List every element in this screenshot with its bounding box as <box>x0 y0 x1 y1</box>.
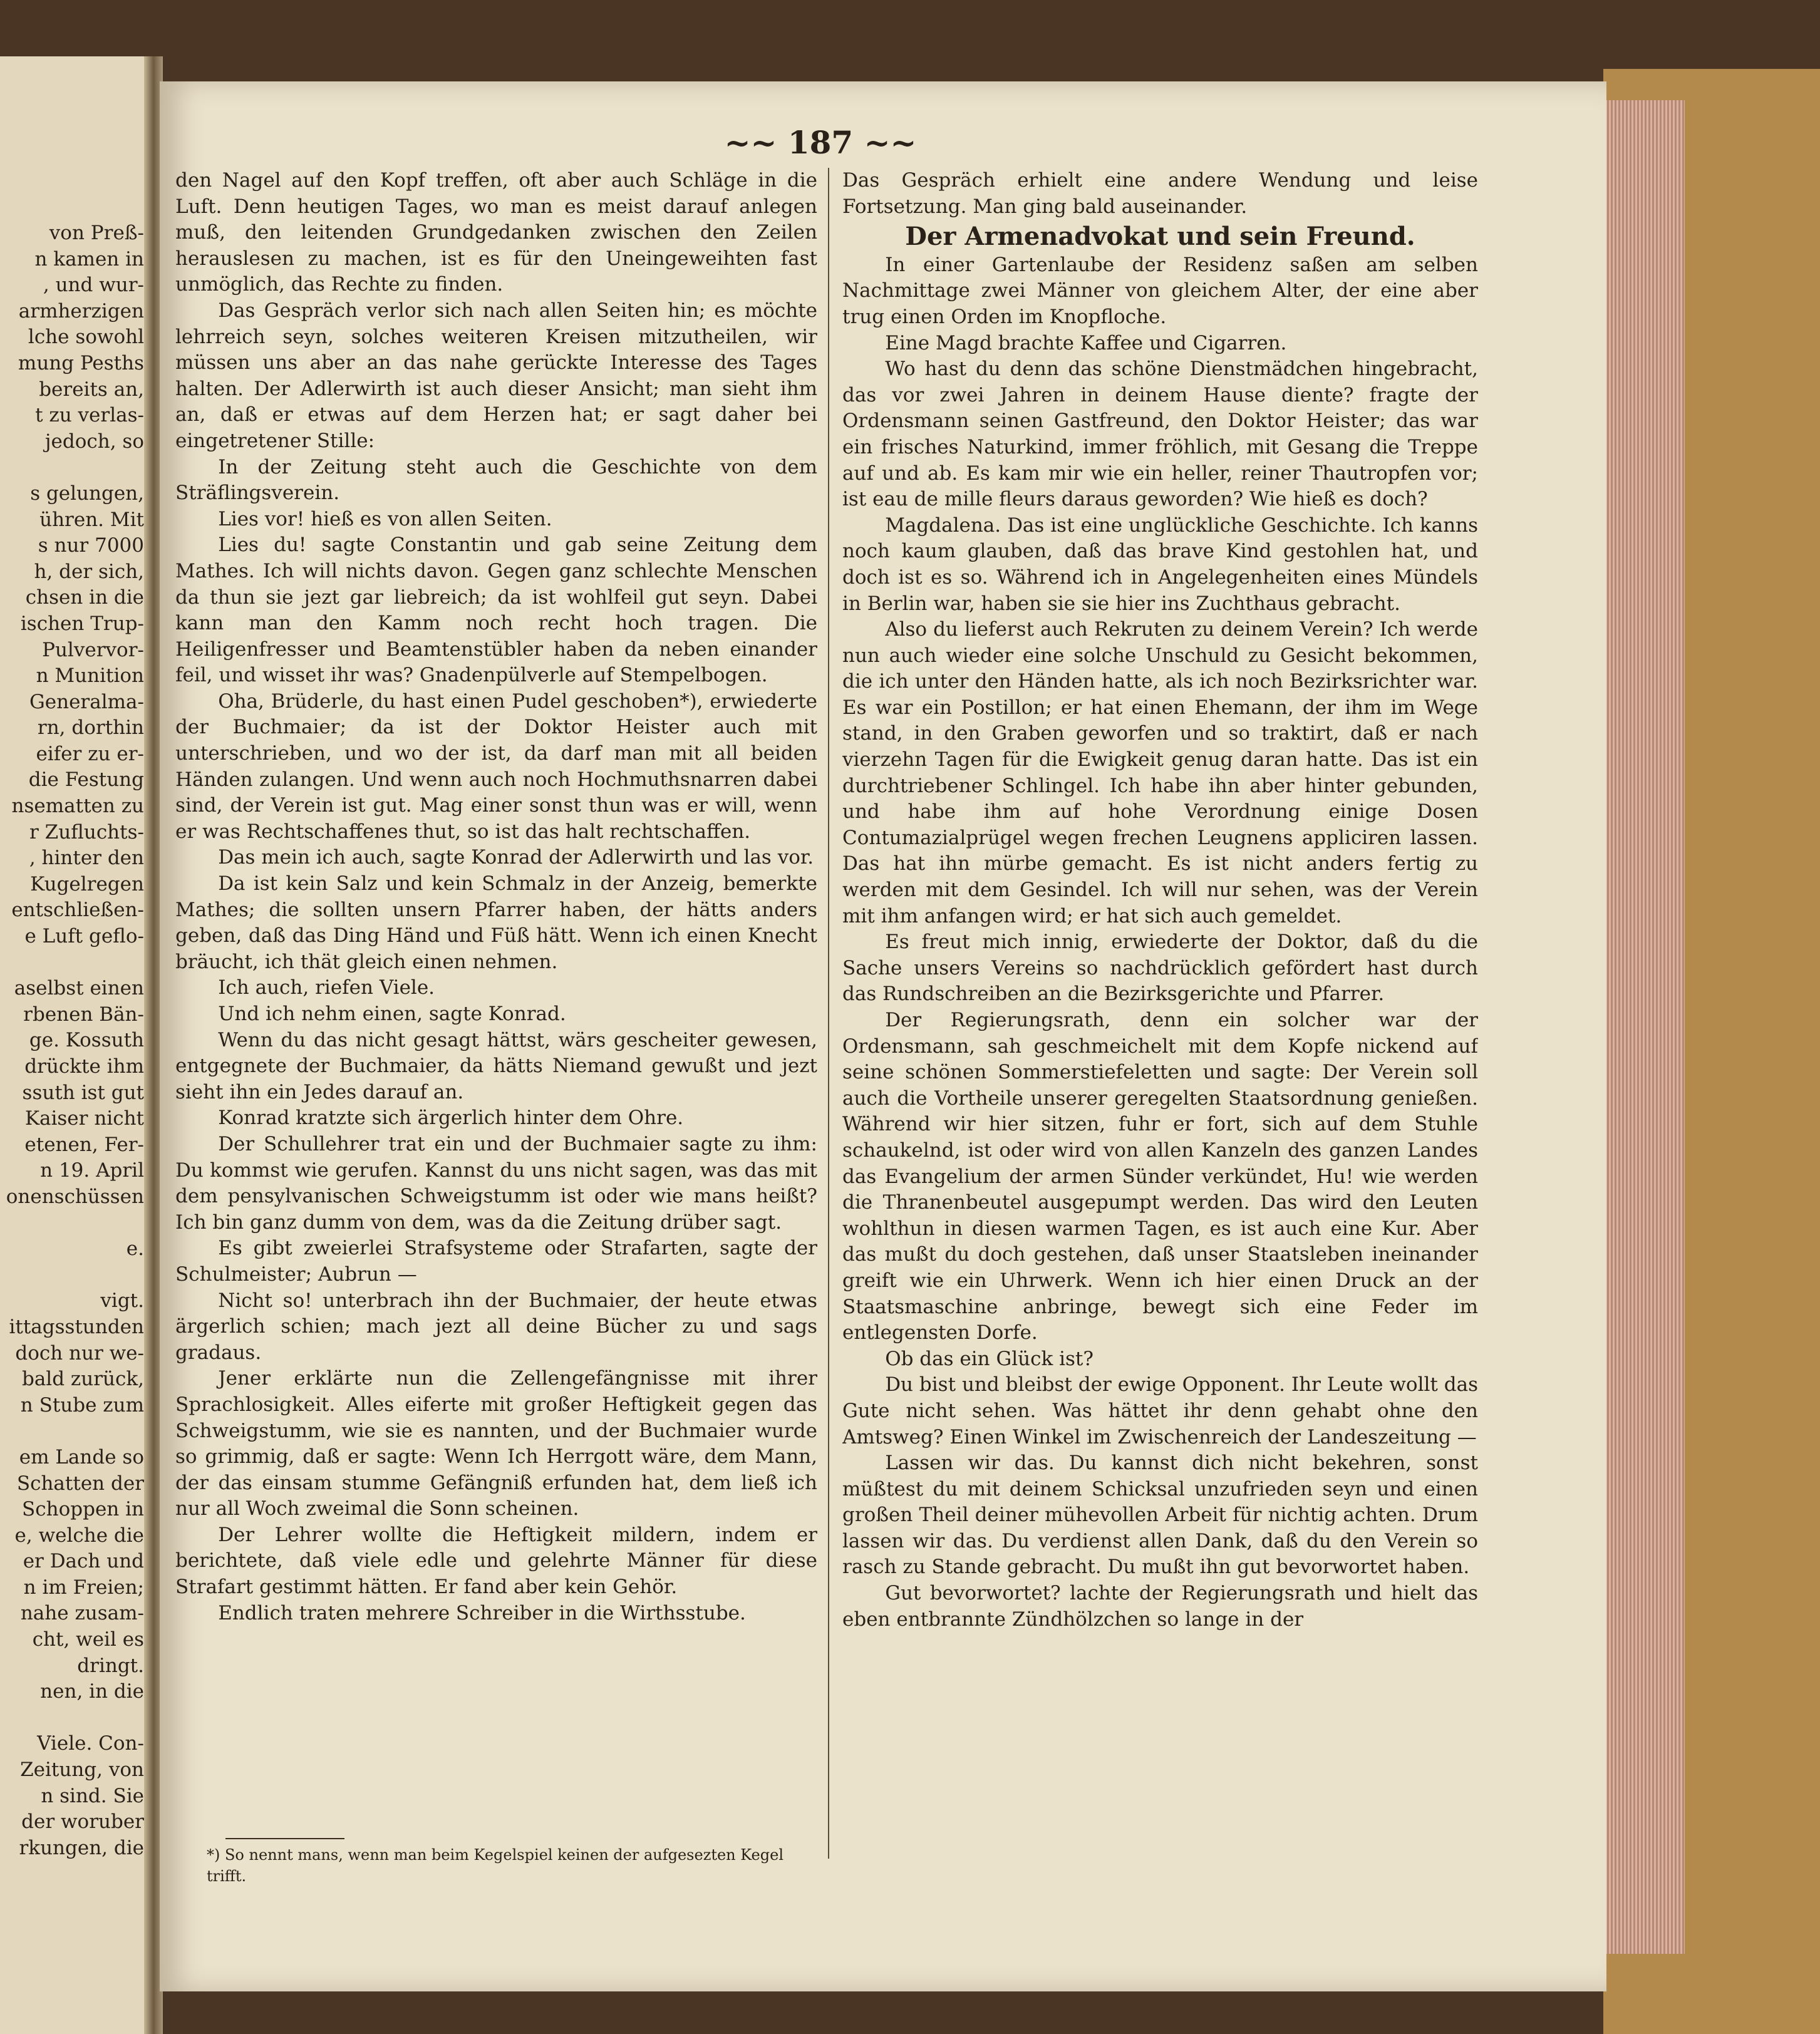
text-column-right <box>842 168 1478 1859</box>
left-page-line: Schoppen in <box>22 1498 144 1521</box>
left-page-line: n Munition <box>36 664 144 688</box>
footnote: *) So nennt mans, wenn man beim Kegelspiel keinen der aufgesezten Kegel trifft. <box>207 1846 783 1885</box>
paragraph: In der Zeitung steht auch die Geschichte von dem Sträflingsverein. <box>175 455 817 505</box>
left-page-line: e Luft geflo- <box>24 925 144 948</box>
left-page-line: onenschüssen <box>6 1185 144 1208</box>
left-page-line: rn, dorthin <box>37 716 144 740</box>
column-divider <box>828 168 829 1859</box>
section-body <box>842 252 1478 1633</box>
left-page-line <box>0 950 144 976</box>
left-page-line: der woruber <box>21 1810 144 1834</box>
paragraph: Endlich traten mehrere Schreiber in die Wirthsstube. <box>218 1601 746 1624</box>
left-page-line: entschließen- <box>11 899 144 922</box>
paragraph: Es gibt zweierlei Strafsysteme oder Strafarten, sagte der Schulmeister; Aubrun — <box>175 1237 817 1286</box>
left-page-line: lche sowohl <box>28 326 144 349</box>
left-page-line: bald zurück, <box>21 1368 144 1391</box>
paragraph: Gut bevorwortet? lachte der Regierungsrath und hielt das eben entbrannte Zündhölzchen so lange in der <box>842 1582 1478 1631</box>
paragraph: Das mein ich auch, sagte Konrad der Adlerwirth und las vor. <box>218 846 814 869</box>
left-page <box>0 56 157 2034</box>
paragraph: Und ich nehm einen, sagte Konrad. <box>218 1003 566 1025</box>
left-page-line: nahe zusam- <box>20 1602 144 1625</box>
paragraph: Nicht so! unterbrach ihn der Buchmaier, der heute etwas ärgerlich schien; mach jezt all deine Bücher zu und sags gradaus. <box>175 1289 817 1364</box>
header-ornament-left: ~~ <box>724 124 788 161</box>
left-page-line: rbenen Bän- <box>23 1003 144 1026</box>
left-page-line: Zeitung, von <box>20 1758 144 1782</box>
left-page-line: Kugelregen <box>30 872 144 896</box>
paragraph: Der Regierungsrath, denn ein solcher war der Ordensmann, sah geschmeichelt mit dem Kopfe nickend auf seine schönen Sommerstiefeletten und sagte: Der Verein soll auch die Vortheile unserer geregelten Staatsordnung genießen. Während wir hier sitzen, fuhr er fort, sich auf dem Stuhle schaukelnd, ist oder wird von allen Kanzeln des ganzen Landes das Evangelium der armen Sünder verkündet, Hu! wie werden die Thranenbeutel ausgepumpt werden. Das wird den Leuten wohlthun in diesen warmen Tagen, es ist auch eine Kur. Aber das mußt du doch gestehen, daß unser Staatsleben ineinander greift wie ein Uhrwerk. Wenn ich hier einen Druck an der Staatsmaschine anbringe, bewegt sich eine Feder im entlegensten Dorfe. <box>842 1009 1478 1345</box>
left-page-line: n im Freien; <box>23 1576 144 1599</box>
left-page-line: von Preß- <box>49 222 144 244</box>
left-page-line <box>0 1705 144 1732</box>
left-page-line: ittagsstunden <box>9 1315 144 1338</box>
left-page-line: ssuth ist gut <box>22 1081 144 1104</box>
paragraph: Magdalena. Das ist eine unglückliche Geschichte. Ich kanns noch kaum glauben, daß das brave Kind gestohlen hat, und doch ist es so. Während ich in Angelegenheiten eines Mündels in Berlin war, haben sie sie hier ins Zuchthaus gebracht. <box>842 514 1478 615</box>
paragraph: Lies du! sagte Constantin und gab seine Zeitung dem Mathes. Ich will nichts davon. Gegen ganz schlechte Menschen da thun sie jezt gar liebreich; da ist wohlfeil gut seyn. Dabei kann man den Kamm noch recht hoch tragen. Die Heiligenfresser und Beamtenstübler haben da neben einander feil, und wisset ihr was? Gnadenpülverle auf Stempelbogen. <box>175 534 817 687</box>
paragraph: Ich auch, riefen Viele. <box>218 976 435 999</box>
left-page-line <box>0 455 144 481</box>
left-page-line: e, welche die <box>14 1524 144 1547</box>
left-page-line: etenen, Fer- <box>24 1133 144 1156</box>
footnote-rule <box>225 1838 344 1839</box>
left-page-line: n Stube zum <box>20 1393 144 1417</box>
paragraph: Eine Magd brachte Kaffee und Cigarren. <box>885 331 1287 354</box>
left-page-text-fragments <box>0 220 144 2034</box>
left-page-line: die Festung <box>28 768 144 792</box>
left-page-line: Generalma- <box>29 690 144 713</box>
left-page-line: Schatten der <box>16 1472 144 1495</box>
left-page-line: dringt. <box>77 1654 144 1677</box>
header-ornament-right: ~~ <box>853 124 917 161</box>
section-title: Der Armenadvokat und sein Freund. <box>905 222 1415 252</box>
left-page-line: aselbst einen <box>14 977 144 1000</box>
left-page-line: armherzigen <box>18 299 144 323</box>
paragraph: Da ist kein Salz und kein Schmalz in der Anzeig, bemerkte Mathes; die sollten unsern Pfarrer haben, der hätts anders geben, daß das Ding Händ und Füß hätt. Wenn ich einen Knecht bräucht, ich thät gleich einen nehmen. <box>175 872 817 973</box>
paragraph: Der Lehrer wollte die Heftigkeit mildern, indem er berichtete, daß viele edle und gelehrte Männer für diese Strafart gestimmt hätten. Er fand aber kein Gehör. <box>175 1523 817 1599</box>
left-page-line <box>0 1418 144 1445</box>
paragraph: Also du lieferst auch Rekruten zu deinem Verein? Ich werde nun auch wieder eine solche Unschuld zu Gesicht bekommen, die ich unter den Händen hatte, als ich noch Bezirksrichter war. Es war ein Postillon; er hat einen Ehemann, der ihm im Wege stand, in den Graben geworfen und so traktirt, daß er nach vierzehn Tagen für die Ewigkeit genug daran hatte. Das ist ein durchtriebener Schlingel. Ich habe ihn aber hinter gebunden, und habe ihm auf hohe Verordnung einige Dosen Contumazialprügel wegen frechen Leugnens appliciren lassen. Das hat ihn mürbe gemacht. Es ist nicht anders fertig zu werden mit dem Gesindel. Ich will nur sehen, was der Verein mit ihm anfangen wird; er hat sich auch gemeldet. <box>842 618 1478 927</box>
paragraph: Jener erklärte nun die Zellengefängnisse mit ihrer Sprachlosigkeit. Alles eiferte mit großer Heftigkeit gegen das Schweigstumm, wie sie es nannten, und der Buchmaier wurde so grimmig, daß er sagte: Wenn Ich Herrgott wäre, dem Mann, der das einsam stumme Gefängniß erfunden hat, dem ließ ich nur all Woch zweimal die Sonn scheinen. <box>175 1367 817 1520</box>
page-number-header <box>708 124 933 161</box>
left-page-line: rkungen, die <box>19 1836 144 1859</box>
left-page-line: doch nur we- <box>15 1341 144 1365</box>
left-page-line: vigt. <box>100 1289 144 1313</box>
left-page-line: n sind. Sie <box>41 1784 144 1807</box>
left-page-line: h, der sich, <box>34 560 144 583</box>
paragraph: Wenn du das nicht gesagt hättst, wärs gescheiter gewesen, entgegnete der Buchmaier, da hätts Niemand gewußt und jezt sieht ihn ein Jedes darauf an. <box>175 1028 817 1103</box>
left-page-line: chsen in die <box>25 586 144 609</box>
left-page-line: ischen Trup- <box>20 612 144 635</box>
left-page-line: eifer zu er- <box>36 742 144 765</box>
page-stack-edges <box>1603 100 1685 1954</box>
left-page-line: n 19. April <box>40 1159 144 1182</box>
left-page-line <box>0 1211 144 1237</box>
left-page-line: n kamen in <box>34 247 144 271</box>
left-page-line: s nur 7000 <box>38 534 144 557</box>
paragraph: Der Schullehrer trat ein und der Buchmaier sagte zu ihm: Du kommst wie gerufen. Kannst du uns nicht sagen, was das mit dem pensylvanischen Schweigstumm ist oder wie mans heißt? Ich bin ganz dumm von dem, was da die Zeitung drüber sagt. <box>175 1132 817 1234</box>
left-page-line: r Zufluchts- <box>29 820 144 844</box>
paragraph: den Nagel auf den Kopf treffen, oft aber auch Schläge in die Luft. Denn heutigen Tages, wo man es meist darauf anlegen muß, den leitenden Grundgedanken zwischen den Zeilen herauslesen zu machen, ist es für den Uneingeweihten fast unmöglich, das Rechte zu finden. <box>175 169 817 296</box>
left-page-line: er Dach und <box>23 1550 144 1573</box>
left-page-line: t zu verlas- <box>35 404 144 427</box>
left-page-line: cht, weil es <box>32 1628 144 1651</box>
paragraph: Das Gespräch verlor sich nach allen Seiten hin; es möchte lehrreich seyn, solches weiteren Kreisen mitzutheilen, wir müssen uns aber an das nahe gerückte Interesse des Tages halten. Der Adlerwirth ist auch dieser Ansicht; man sieht ihm an, daß er etwas auf dem Herzen hat; er sagt daher bei eingetretener Stille: <box>175 299 817 452</box>
paragraph: Ob das ein Glück ist? <box>885 1347 1094 1370</box>
left-page-line: em Lande so <box>19 1445 144 1469</box>
paragraph: Lassen wir das. Du kannst dich nicht bekehren, sonst müßtest du mit deinem Schicksal unzufrieden seyn und einen großen Theil deiner mühevollen Arbeit für nichtig achten. Drum lassen wir das. Du verdienst allen Dank, daß du den Verein so rasch zu Stande gebracht. Du mußt ihn gut bevorwortet haben. <box>842 1452 1478 1579</box>
left-page-line: Viele. Con- <box>37 1732 144 1755</box>
left-page-line: s gelungen, <box>30 482 144 505</box>
left-page-line: nen, in die <box>40 1680 144 1703</box>
left-page-line: , hinter den <box>29 847 144 870</box>
left-page-line: Kaiser nicht <box>24 1107 144 1130</box>
left-page-line: e. <box>126 1237 144 1261</box>
left-page-line: drückte ihm <box>24 1055 144 1078</box>
left-page-line <box>0 1262 144 1289</box>
paragraph: Oha, Brüderle, du hast einen Pudel geschoben*), erwiederte der Buchmaier; da ist der Doktor Heister auch mit unterschrieben, und wo der ist, da darf man mit all beiden Händen zulangen. Und wenn auch noch Hochmuthsnarren dabei sind, der Verein ist gut. Mag einer sonst thun was er will, wenn er was Rechtschaffenes thut, so ist das halt rechtschaffen. <box>175 689 817 843</box>
page-number: 187 <box>787 124 854 161</box>
paragraph: Du bist und bleibst der ewige Opponent. Ihr Leute wollt das Gute nicht sehen. Was hättet ihr denn gehabt ohne den Amtsweg? Einen Winkel im Zwischenreich der Landeszeitung — <box>842 1373 1478 1448</box>
text-column-left <box>175 168 817 1815</box>
left-page-line: ühren. Mit <box>39 508 144 531</box>
left-page-line: ge. Kossuth <box>29 1029 144 1052</box>
left-page-line: nsematten zu <box>11 795 144 818</box>
paragraph: Das Gespräch erhielt eine andere Wendung und leise Fortsetzung. Man ging bald auseinander. <box>842 169 1478 218</box>
left-page-line: jedoch, so <box>44 430 144 453</box>
paragraph: Konrad kratzte sich ärgerlich hinter dem Ohre. <box>218 1107 684 1130</box>
left-page-line: Pulvervor- <box>42 638 144 661</box>
left-page-line: bereits an, <box>39 378 144 401</box>
paragraph: Lies vor! hieß es von allen Seiten. <box>218 507 552 530</box>
paragraph: Wo hast du denn das schöne Dienstmädchen hingebracht, das vor zwei Jahren in deinem Hause diente? fragte der Ordensmann seinen Gastfreund, den Doktor Heister; das war ein frisches Naturkind, immer fröhlich, mit Gesang die Treppe auf und ab. Es kam mir wie ein heller, reiner Thautropfen vor; ist eau de mille fleurs daraus geworden? Wie hieß es doch? <box>842 358 1478 511</box>
paragraph: Es freut mich innig, erwiederte der Doktor, daß du die Sache unsers Vereins so nachdrücklich gefördert hast durch das Rundschreiben an die Bezirksgerichte und Pfarrer. <box>842 931 1478 1006</box>
left-page-line: mung Pesths <box>18 351 144 374</box>
left-page-line: , und wur- <box>43 274 144 297</box>
paragraph: In einer Gartenlaube der Residenz saßen am selben Nachmittage zwei Männer von gleichem Alter, der eine aber trug einen Orden im Knopfloche. <box>842 253 1478 328</box>
